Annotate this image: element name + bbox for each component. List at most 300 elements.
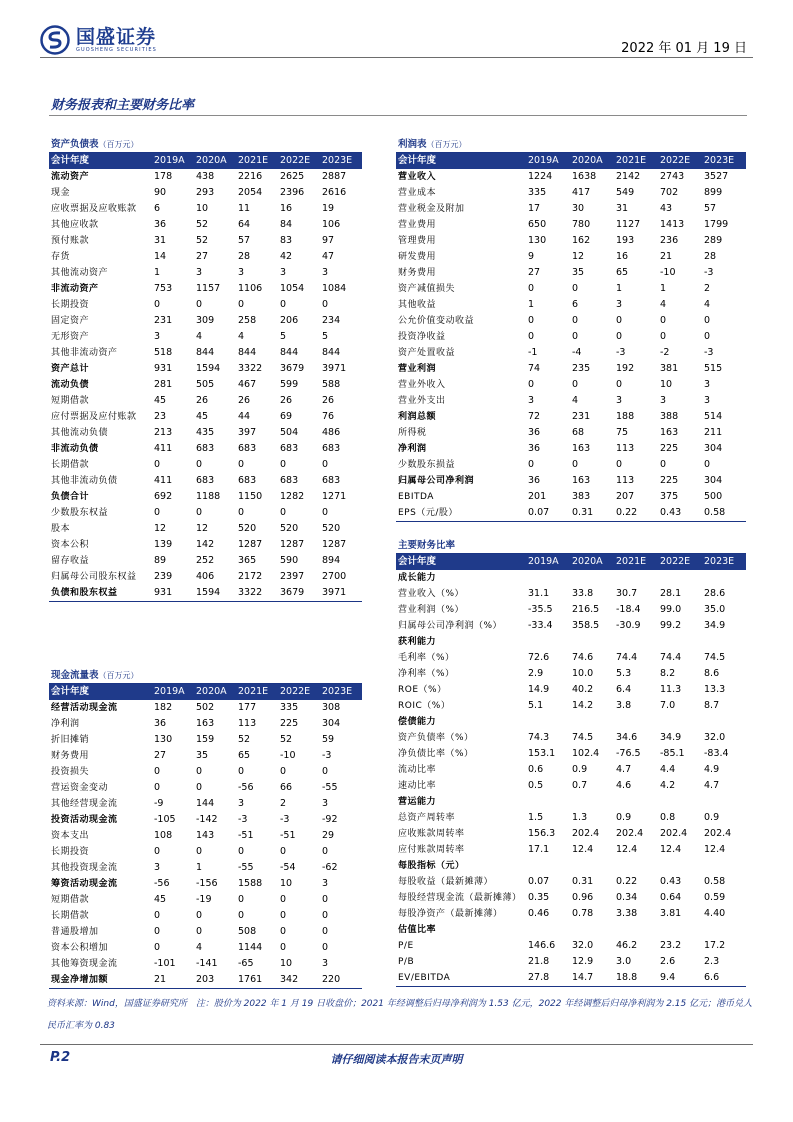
- table-caption: [49, 137, 362, 153]
- cell-value: [526, 794, 570, 810]
- cell-value: 27: [154, 750, 167, 761]
- cell-value: 146.6: [528, 940, 556, 951]
- cell-value: 1287: [322, 539, 347, 550]
- table-row: [49, 169, 362, 185]
- row-label: 流动资产: [51, 172, 90, 182]
- header-label: 会计年度: [49, 684, 152, 701]
- cell-value: 0: [238, 846, 245, 857]
- table-row: [396, 473, 746, 489]
- cell-value: 0.58: [704, 876, 726, 887]
- cell-value: 467: [238, 379, 257, 390]
- cell-value: 17: [528, 203, 541, 214]
- cell-value: 36: [528, 443, 541, 454]
- cell-value: 231: [154, 315, 173, 326]
- cell-value: 33.8: [572, 588, 594, 599]
- cell-value: 64: [238, 219, 251, 230]
- table-row: [396, 954, 746, 970]
- table-row: [49, 812, 362, 828]
- cell-value: 1157: [196, 283, 221, 294]
- cell-value: 3: [238, 267, 245, 278]
- row-label: 营业收入: [398, 172, 437, 182]
- table-row: [49, 764, 362, 780]
- cell-value: -156: [196, 878, 218, 889]
- table-row: [49, 537, 362, 553]
- cell-value: 780: [572, 219, 591, 230]
- cell-value: 438: [196, 171, 215, 182]
- cell-value: 0: [154, 459, 161, 470]
- cell-value: -1: [528, 347, 538, 358]
- cell-value: 9: [528, 251, 535, 262]
- cell-value: 0: [322, 766, 329, 777]
- cell-value: 518: [154, 347, 173, 358]
- cell-value: -9: [154, 798, 164, 809]
- table-row: [49, 217, 362, 233]
- cell-value: 3: [322, 798, 329, 809]
- cell-value: 0: [280, 894, 287, 905]
- cell-value: 159: [196, 734, 215, 745]
- cell-value: [702, 794, 746, 810]
- cell-value: 375: [660, 491, 679, 502]
- cell-value: 435: [196, 427, 215, 438]
- cell-value: 0.9: [572, 764, 588, 775]
- table-row: [49, 908, 362, 924]
- cell-value: 3: [704, 395, 711, 406]
- table-row: [396, 345, 746, 361]
- cell-value: 588: [322, 379, 341, 390]
- cell-value: -56: [238, 782, 254, 793]
- cell-value: [614, 858, 658, 874]
- cell-value: 0: [280, 942, 287, 953]
- cell-value: 683: [322, 475, 341, 486]
- cell-value: 16: [616, 251, 629, 262]
- cell-value: 3: [322, 267, 329, 278]
- table-title: 现金流量表: [51, 670, 99, 681]
- cell-value: 1106: [238, 283, 263, 294]
- cell-value: 35: [572, 267, 585, 278]
- cell-value: 220: [320, 972, 362, 989]
- table-row: [49, 457, 362, 473]
- cell-value: 17.2: [704, 940, 726, 951]
- table-row: [396, 313, 746, 329]
- cell-value: 2216: [238, 171, 263, 182]
- cell-value: 74.6: [572, 652, 594, 663]
- table-row: [396, 329, 746, 345]
- cell-value: 74.3: [528, 732, 550, 743]
- cell-value: 27.8: [526, 970, 570, 987]
- cell-value: [702, 922, 746, 938]
- table-row: [49, 924, 362, 940]
- cell-value: 0.9: [616, 812, 632, 823]
- cell-value: 45: [154, 395, 167, 406]
- row-label: 其他投资现金流: [51, 863, 118, 873]
- cell-value: 74.5: [572, 732, 594, 743]
- table-row: [396, 778, 746, 794]
- row-label: 应付账款周转率: [398, 845, 465, 855]
- cell-value: 3.8: [616, 700, 632, 711]
- cell-value: 11.3: [660, 684, 682, 695]
- cell-value: 12.4: [660, 844, 682, 855]
- table-row: [49, 441, 362, 457]
- cell-value: 0: [196, 846, 203, 857]
- cell-value: 0: [154, 910, 161, 921]
- cell-value: 72.6: [528, 652, 550, 663]
- cell-value: -2: [660, 347, 670, 358]
- cell-value: 57: [238, 235, 251, 246]
- cell-value: 504: [280, 427, 299, 438]
- cell-value: 18.8: [614, 970, 658, 987]
- row-label: 利润总额: [398, 412, 437, 422]
- cell-value: 1054: [280, 283, 305, 294]
- row-label: 毛利率（%）: [398, 653, 455, 663]
- cell-value: -92: [322, 814, 338, 825]
- cell-value: 192: [616, 363, 635, 374]
- table-row: [49, 844, 362, 860]
- cell-value: 4.7: [616, 764, 632, 775]
- cell-value: 27: [196, 251, 209, 262]
- cell-value: 309: [196, 315, 215, 326]
- table-row: [396, 922, 746, 938]
- cell-value: 1084: [322, 283, 347, 294]
- row-label: 非流动负债: [51, 444, 99, 454]
- cell-value: 4: [572, 395, 579, 406]
- cell-value: 1.3: [572, 812, 588, 823]
- cell-value: 0: [322, 910, 329, 921]
- row-label: 应收票据及应收账款: [51, 204, 137, 214]
- cell-value: 26: [238, 395, 251, 406]
- cell-value: 0: [154, 942, 161, 953]
- cell-value: 304: [322, 718, 341, 729]
- cell-value: 0: [660, 459, 667, 470]
- table-row: [396, 281, 746, 297]
- cell-value: 163: [660, 427, 679, 438]
- cell-value: 894: [322, 555, 341, 566]
- cell-value: 4: [196, 331, 203, 342]
- cell-value: 75: [616, 427, 629, 438]
- cell-value: 293: [196, 187, 215, 198]
- cell-value: [702, 570, 746, 586]
- table-row: [49, 425, 362, 441]
- cell-value: 590: [280, 555, 299, 566]
- row-label: 现金净增加额: [49, 972, 152, 989]
- row-label: 资本支出: [51, 831, 90, 841]
- cell-value: 0: [280, 846, 287, 857]
- table-row: [396, 858, 746, 874]
- cell-value: 3.81: [660, 908, 682, 919]
- row-label: 每股经营现金流（最新摊薄）: [398, 893, 522, 903]
- cell-value: 1127: [616, 219, 641, 230]
- table-row: [49, 393, 362, 409]
- row-label: 投资活动现金流: [51, 815, 118, 825]
- cell-value: 683: [280, 475, 299, 486]
- cell-value: 28: [238, 251, 251, 262]
- cell-value: 8.7: [704, 700, 720, 711]
- row-label: P/B: [398, 957, 415, 967]
- cell-value: 31: [616, 203, 629, 214]
- header-label: 会计年度: [396, 554, 526, 571]
- table-row: [396, 634, 746, 650]
- cell-value: [570, 794, 614, 810]
- cell-value: 76: [322, 411, 335, 422]
- cell-value: 0: [154, 766, 161, 777]
- cell-value: -55: [322, 782, 338, 793]
- table-row: [49, 297, 362, 313]
- cell-value: 0.46: [528, 908, 550, 919]
- cell-value: -19: [196, 894, 212, 905]
- cell-value: 99.0: [660, 604, 682, 615]
- cell-value: 1287: [280, 539, 305, 550]
- cell-value: 6.6: [702, 970, 746, 987]
- cell-value: 0: [238, 299, 245, 310]
- table-row: [49, 409, 362, 425]
- row-label: 其他流动资产: [51, 268, 109, 278]
- cell-value: 26: [322, 395, 335, 406]
- cell-value: 163: [572, 475, 591, 486]
- cell-value: 304: [704, 443, 723, 454]
- table-row: [49, 201, 362, 217]
- cell-value: 97: [322, 235, 335, 246]
- cell-value: 335: [280, 702, 299, 713]
- table-caption: [49, 668, 362, 684]
- table-row: [49, 329, 362, 345]
- cell-value: [570, 858, 614, 874]
- cell-value: 57: [704, 203, 717, 214]
- cell-value: 139: [154, 539, 173, 550]
- cell-value: 397: [238, 427, 257, 438]
- cell-value: 0: [572, 315, 579, 326]
- cell-value: 21.8: [528, 956, 550, 967]
- cell-value: 335: [528, 187, 547, 198]
- cell-value: 0: [238, 766, 245, 777]
- cell-value: 2.6: [660, 956, 676, 967]
- row-label: 净利率（%）: [398, 669, 455, 679]
- cell-value: 692: [154, 491, 173, 502]
- table-row: [396, 650, 746, 666]
- cell-value: 1188: [196, 491, 221, 502]
- cell-value: 12: [572, 251, 585, 262]
- cell-value: 12: [154, 523, 167, 534]
- header-year: 2020A: [194, 153, 236, 170]
- cell-value: 34.9: [704, 620, 726, 631]
- row-label: 管理费用: [398, 236, 437, 246]
- cell-value: 1287: [238, 539, 263, 550]
- row-label: 财务费用: [398, 268, 437, 278]
- table-row: [396, 682, 746, 698]
- cell-value: 3679: [280, 363, 305, 374]
- cell-value: 505: [196, 379, 215, 390]
- cell-value: 2054: [238, 187, 263, 198]
- row-label: 长期投资: [51, 300, 90, 310]
- cell-value: 30.7: [616, 588, 638, 599]
- cell-value: 3: [616, 299, 623, 310]
- cell-value: 753: [154, 283, 173, 294]
- cell-value: 844: [322, 347, 341, 358]
- cell-value: 213: [154, 427, 173, 438]
- cell-value: 0.22: [616, 876, 638, 887]
- table-row: [49, 972, 362, 989]
- cell-value: 0: [322, 846, 329, 857]
- header-year: 2020A: [570, 554, 614, 571]
- cell-value: 14.7: [570, 970, 614, 987]
- cell-value: 29: [322, 830, 335, 841]
- cell-value: 32.0: [572, 940, 594, 951]
- cell-value: 74: [528, 363, 541, 374]
- cell-value: 0.9: [704, 812, 720, 823]
- cell-value: -3: [280, 814, 290, 825]
- cell-value: 9.4: [658, 970, 702, 987]
- cell-value: 3: [322, 878, 329, 889]
- cell-value: 0: [280, 926, 287, 937]
- cell-value: 0: [238, 459, 245, 470]
- cell-value: 4.6: [616, 780, 632, 791]
- cell-value: 844: [196, 347, 215, 358]
- cell-value: [658, 634, 702, 650]
- header-year: 2020A: [194, 684, 236, 701]
- cell-value: -33.4: [528, 620, 553, 631]
- cell-value: 45: [154, 894, 167, 905]
- table-row: [396, 377, 746, 393]
- cell-value: 130: [154, 734, 173, 745]
- cell-value: 1224: [528, 171, 553, 182]
- header-year: 2022E: [278, 153, 320, 170]
- cell-value: 650: [528, 219, 547, 230]
- cell-value: 12.4: [704, 844, 726, 855]
- cell-value: 52: [196, 235, 209, 246]
- row-label: 财务费用: [51, 751, 90, 761]
- table-row: [396, 217, 746, 233]
- cell-value: 2: [704, 283, 711, 294]
- cell-value: 0: [704, 331, 711, 342]
- table-header-row: [396, 153, 746, 170]
- cell-value: 68: [572, 427, 585, 438]
- cell-value: 201: [528, 491, 547, 502]
- table-row: [396, 602, 746, 618]
- cell-value: 28: [704, 251, 717, 262]
- header-year: 2021E: [614, 153, 658, 170]
- table-row: [49, 585, 362, 602]
- table-row: [396, 794, 746, 810]
- cell-value: 931: [154, 363, 173, 374]
- cell-value: 65: [616, 267, 629, 278]
- cell-value: 683: [196, 443, 215, 454]
- section-divider: [49, 115, 747, 116]
- row-label: 净利润: [51, 719, 80, 729]
- cell-value: [526, 922, 570, 938]
- cell-value: 0.31: [572, 876, 594, 887]
- cell-value: -10: [280, 750, 296, 761]
- cell-value: [658, 858, 702, 874]
- row-label: 资本公积: [51, 540, 90, 550]
- cell-value: 844: [280, 347, 299, 358]
- cell-value: 163: [196, 718, 215, 729]
- cell-value: 388: [660, 411, 679, 422]
- cell-value: -51: [280, 830, 296, 841]
- cell-value: 1: [528, 299, 535, 310]
- cell-value: 1638: [572, 171, 597, 182]
- cell-value: 44: [238, 411, 251, 422]
- cell-value: 0: [238, 507, 245, 518]
- cell-value: 0.5: [528, 780, 544, 791]
- row-label: 每股收益（最新摊薄）: [398, 877, 494, 887]
- cell-value: 23.2: [660, 940, 682, 951]
- table-row: [396, 938, 746, 954]
- cell-value: 0: [660, 315, 667, 326]
- table-unit: （百万元）: [98, 671, 139, 680]
- table-row: [396, 249, 746, 265]
- report-date: 2022 年 01 月 19 日: [621, 41, 747, 56]
- header-year: 2021E: [614, 554, 658, 571]
- cell-value: 12: [196, 523, 209, 534]
- header-year: 2019A: [152, 153, 194, 170]
- cell-value: 0.43: [658, 505, 702, 522]
- cell-value: [570, 570, 614, 586]
- table-row: [396, 586, 746, 602]
- table-row: [49, 780, 362, 796]
- cell-value: 106: [322, 219, 341, 230]
- table-row: [396, 826, 746, 842]
- table-row: [49, 876, 362, 892]
- cell-value: 0.59: [704, 892, 726, 903]
- table-title: 利润表: [398, 139, 427, 150]
- cell-value: 0: [196, 926, 203, 937]
- cell-value: 0: [154, 299, 161, 310]
- cell-value: 5: [280, 331, 287, 342]
- cell-value: 2625: [280, 171, 305, 182]
- cell-value: 28.6: [704, 588, 726, 599]
- cell-value: 47: [322, 251, 335, 262]
- table-row: [49, 377, 362, 393]
- cell-value: [658, 794, 702, 810]
- cell-value: 308: [322, 702, 341, 713]
- cell-value: 239: [154, 571, 173, 582]
- cell-value: 0: [238, 894, 245, 905]
- table-row: [49, 860, 362, 876]
- table-row: [49, 700, 362, 716]
- cell-value: 178: [154, 171, 173, 182]
- table-row: [396, 714, 746, 730]
- cell-value: 21: [660, 251, 673, 262]
- row-label: 净利润: [398, 444, 427, 454]
- header-year: 2023E: [702, 153, 746, 170]
- cell-value: 0: [704, 459, 711, 470]
- cell-value: 1: [196, 862, 203, 873]
- table-caption: [396, 137, 746, 153]
- cell-value: 35.0: [704, 604, 726, 615]
- cell-value: 342: [278, 972, 320, 989]
- cell-value: 4: [704, 299, 711, 310]
- cell-value: 3: [616, 395, 623, 406]
- row-label: 固定资产: [51, 316, 90, 326]
- cell-value: 0: [616, 379, 623, 390]
- cell-value: 0: [572, 331, 579, 342]
- cell-value: 0.7: [572, 780, 588, 791]
- cell-value: 234: [322, 315, 341, 326]
- cell-value: 0: [154, 846, 161, 857]
- row-label: 资产处置收益: [398, 348, 456, 358]
- table-row: [396, 842, 746, 858]
- cell-value: 2.3: [704, 956, 720, 967]
- cell-value: 40.2: [572, 684, 594, 695]
- row-label: 估值比率: [398, 925, 437, 935]
- cell-value: 5.1: [528, 700, 544, 711]
- cell-value: [526, 858, 570, 874]
- cell-value: 130: [528, 235, 547, 246]
- cell-value: 27: [528, 267, 541, 278]
- cell-value: 0.78: [572, 908, 594, 919]
- cell-value: -3: [616, 347, 626, 358]
- cell-value: 2.9: [528, 668, 544, 679]
- cell-value: 899: [704, 187, 723, 198]
- table-row: [49, 313, 362, 329]
